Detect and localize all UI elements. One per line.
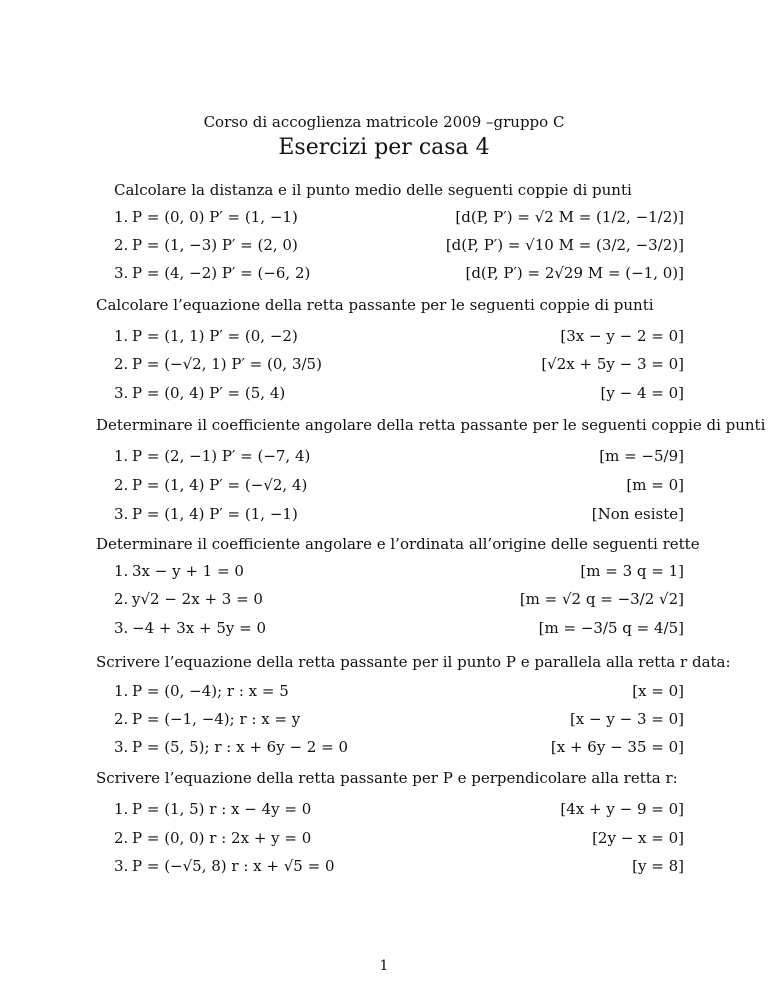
exercise-item	[114, 710, 684, 734]
item-answer: [d(P, P′) = 2√29 M = (−1, 0)]	[465, 264, 684, 282]
item-number: 1.	[114, 800, 129, 818]
item-answer: [m = 0]	[626, 476, 684, 494]
item-number: 3.	[114, 857, 129, 875]
item-answer: [x = 0]	[632, 682, 684, 700]
item-question: −4 + 3x + 5y = 0	[132, 619, 266, 637]
exercise-item	[114, 505, 684, 529]
item-question: P = (−√2, 1) P′ = (0, 3/5)	[132, 355, 322, 373]
item-number: 1.	[114, 208, 129, 226]
exercise-item	[114, 829, 684, 853]
section-title: Scrivere l’equazione della retta passante per P e perpendicolare alla retta r:	[96, 769, 678, 787]
item-answer: [x + 6y − 35 = 0]	[550, 738, 684, 756]
item-number: 2.	[114, 476, 129, 494]
item-number: 2.	[114, 710, 129, 728]
item-number: 2.	[114, 829, 129, 847]
item-question: P = (2, −1) P′ = (−7, 4)	[132, 447, 311, 465]
exercise-item	[114, 590, 684, 614]
item-question: P = (4, −2) P′ = (−6, 2)	[132, 264, 311, 282]
exercise-item	[114, 327, 684, 351]
item-question: P = (0, 0) r : 2x + y = 0	[132, 829, 312, 847]
item-answer: [y − 4 = 0]	[600, 384, 684, 402]
exercise-item	[114, 208, 684, 232]
item-answer: [x − y − 3 = 0]	[569, 710, 684, 728]
item-question: y√2 − 2x + 3 = 0	[132, 590, 263, 608]
item-number: 3.	[114, 505, 129, 523]
course-header: Corso di accoglienza matricole 2009 –gruppo C	[203, 113, 565, 131]
section-title: Calcolare la distanza e il punto medio delle seguenti coppie di punti	[114, 181, 632, 199]
exercise-item	[114, 447, 684, 471]
exercise-item	[114, 619, 684, 643]
item-question: P = (1, −3) P′ = (2, 0)	[132, 236, 298, 254]
item-question: P = (0, 0) P′ = (1, −1)	[132, 208, 298, 226]
item-question: P = (5, 5); r : x + 6y − 2 = 0	[132, 738, 348, 756]
item-question: 3x − y + 1 = 0	[132, 562, 244, 580]
item-number: 1.	[114, 447, 129, 465]
page-title: Esercizi per casa 4	[278, 135, 490, 160]
item-answer: [m = √2 q = −3/2 √2]	[519, 590, 684, 608]
item-answer: [3x − y − 2 = 0]	[560, 327, 684, 345]
exercise-item	[114, 236, 684, 260]
item-answer: [√2x + 5y − 3 = 0]	[541, 355, 684, 373]
item-question: P = (1, 1) P′ = (0, −2)	[132, 327, 298, 345]
item-number: 3.	[114, 384, 129, 402]
item-question: P = (0, 4) P′ = (5, 4)	[132, 384, 286, 402]
page-number: 1	[379, 958, 389, 974]
item-answer: [m = −3/5 q = 4/5]	[538, 619, 684, 637]
item-number: 3.	[114, 264, 129, 282]
exercise-item	[114, 738, 684, 762]
item-answer: [2y − x = 0]	[592, 829, 684, 847]
item-number: 3.	[114, 619, 129, 637]
item-question: P = (1, 4) P′ = (−√2, 4)	[132, 476, 308, 494]
section-title: Determinare il coefficiente angolare e l’ordinata all’origine delle seguenti rette	[96, 535, 700, 553]
item-answer: [Non esiste]	[591, 505, 684, 523]
item-answer: [d(P, P′) = √10 M = (3/2, −3/2)]	[445, 236, 684, 254]
item-answer: [y = 8]	[632, 857, 684, 875]
section-title: Calcolare l’equazione della retta passante per le seguenti coppie di punti	[96, 296, 654, 314]
item-question: P = (−√5, 8) r : x + √5 = 0	[132, 857, 335, 875]
exercise-item	[114, 800, 684, 824]
exercise-item	[114, 355, 684, 379]
exercise-item	[114, 476, 684, 500]
item-number: 1.	[114, 562, 129, 580]
item-number: 1.	[114, 682, 129, 700]
exercise-item	[114, 264, 684, 288]
item-number: 2.	[114, 236, 129, 254]
item-question: P = (0, −4); r : x = 5	[132, 682, 289, 700]
item-answer: [m = −5/9]	[599, 447, 684, 465]
exercise-item	[114, 682, 684, 706]
item-question: P = (1, 5) r : x − 4y = 0	[132, 800, 312, 818]
item-number: 1.	[114, 327, 129, 345]
exercise-item	[114, 384, 684, 408]
section-title: Determinare il coefficiente angolare della retta passante per le seguenti coppie di punti	[96, 416, 766, 434]
item-answer: [4x + y − 9 = 0]	[560, 800, 684, 818]
item-number: 3.	[114, 738, 129, 756]
section-title: Scrivere l’equazione della retta passante per il punto P e parallela alla retta r data:	[96, 653, 731, 671]
item-answer: [m = 3 q = 1]	[580, 562, 684, 580]
item-question: P = (−1, −4); r : x = y	[132, 710, 301, 728]
item-number: 2.	[114, 355, 129, 373]
item-answer: [d(P, P′) = √2 M = (1/2, −1/2)]	[455, 208, 684, 226]
exercise-item	[114, 857, 684, 881]
exercise-item	[114, 562, 684, 586]
item-question: P = (1, 4) P′ = (1, −1)	[132, 505, 298, 523]
item-number: 2.	[114, 590, 129, 608]
